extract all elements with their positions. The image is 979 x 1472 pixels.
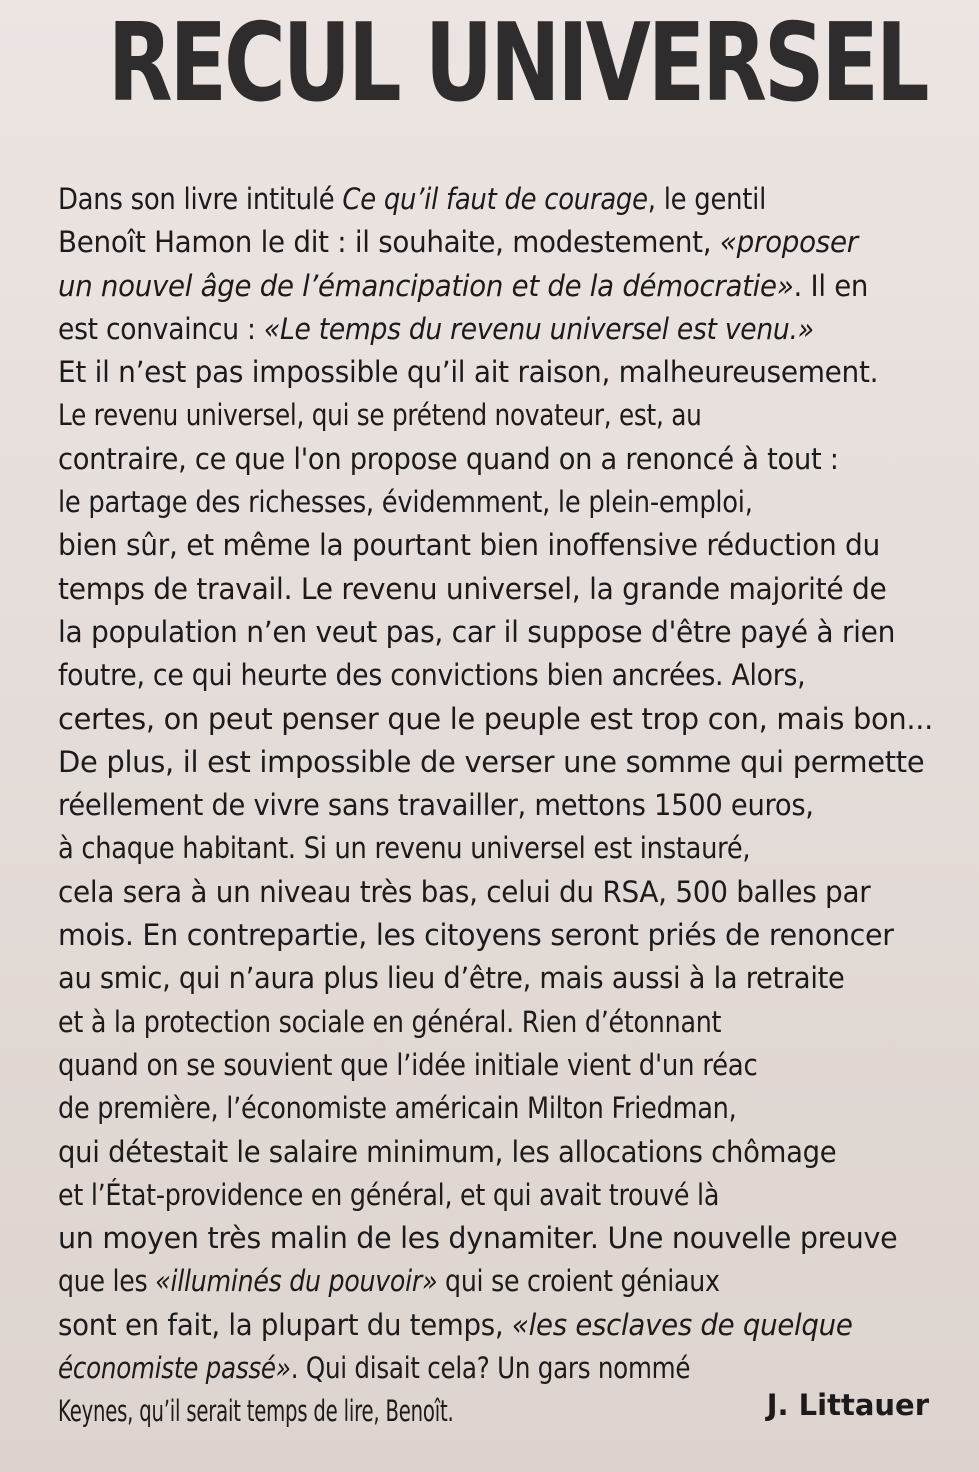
- article-line: [58, 784, 888, 827]
- article-text: quand on se souvient que l’idée initiale vient d'un réac: [58, 1047, 758, 1082]
- author-signature: J. Littauer: [766, 1388, 929, 1422]
- article-text: Et il n’est pas impossible qu’il ait raison, malheureusement.: [58, 355, 879, 390]
- article-quote: «illuminés du pouvoir»: [155, 1264, 438, 1299]
- article-text: qui détestait le salaire minimum, les allocations chômage: [58, 1134, 837, 1169]
- article-text: sont en fait, la plupart du temps,: [58, 1307, 512, 1342]
- article-text: Keynes, qu’il serait temps de lire, Benoît.: [58, 1394, 454, 1429]
- article-text: au smic, qui n’aura plus lieu d’être, mais aussi à la retraite: [58, 961, 845, 996]
- article-text: et l’État-providence en général, et qui avait trouvé là: [58, 1177, 720, 1212]
- article-text: à chaque habitant. Si un revenu universel est instauré,: [58, 831, 751, 866]
- article-text: mois. En contrepartie, les citoyens seront priés de renoncer: [58, 918, 894, 953]
- article-line: [58, 1217, 924, 1260]
- article-line: [58, 1260, 824, 1303]
- article-text: est convaincu :: [58, 311, 264, 346]
- article-text: certes, on peut penser que le peuple est trop con, mais bon...: [58, 701, 933, 736]
- article-text: Le revenu universel, qui se prétend novateur, est, au: [58, 398, 702, 433]
- article-quote: Ce qu’il faut de courage: [342, 182, 648, 216]
- article-line: [58, 957, 886, 1000]
- article-line: [58, 914, 924, 957]
- article-text: contraire, ce que l'on propose quand on a renoncé à tout :: [58, 441, 839, 476]
- article-line: [58, 611, 910, 654]
- article-text: le partage des richesses, évidemment, le plein-emploi,: [58, 485, 753, 520]
- article-line: [58, 524, 908, 567]
- article-line: [58, 308, 864, 351]
- article-text: qui se croient géniaux: [437, 1264, 720, 1299]
- article-text: bien sûr, et même la pourtant bien inoffensive réduction du: [58, 528, 881, 563]
- article-text: la population n’en veut pas, car il suppose d'être payé à rien: [58, 614, 896, 649]
- article-text: De plus, il est impossible de verser une somme qui permette: [58, 744, 925, 779]
- article-line: [58, 481, 840, 524]
- article-quote: économiste passé»: [58, 1351, 291, 1386]
- article-line: [58, 265, 896, 308]
- article-line: [58, 568, 910, 611]
- article-text: temps de travail. Le revenu universel, la grande majorité de: [58, 571, 887, 606]
- article-line: [58, 827, 838, 870]
- article-quote: un nouvel âge de l’émancipation et de la démocratie»: [58, 268, 794, 303]
- article-line: [58, 221, 900, 264]
- headline: RECUL UNIVERSEL: [107, 1, 927, 126]
- article-text: que les: [58, 1264, 156, 1299]
- article-quote: «proposer: [719, 225, 858, 260]
- article-line: [58, 1174, 828, 1217]
- article-line: [58, 351, 906, 394]
- article-text: Benoît Hamon le dit : il souhaite, modestement,: [58, 225, 720, 260]
- article-text: foutre, ce qui heurte des convictions bien ancrées. Alors,: [58, 658, 806, 693]
- article-text: un moyen très malin de les dynamiter. Une nouvelle preuve: [58, 1221, 898, 1256]
- article-quote: «Le temps du revenu universel est venu.»: [263, 311, 814, 346]
- article-text: réellement de vivre sans travailler, mettons 1500 euros,: [58, 788, 814, 823]
- article-line: [58, 1390, 654, 1433]
- article-line: [58, 1304, 896, 1347]
- article-line: [58, 871, 904, 914]
- article-line: [58, 394, 808, 437]
- article-line: [58, 654, 870, 697]
- article-text: . Qui disait cela? Un gars nommé: [290, 1351, 691, 1386]
- article-line: [58, 1001, 828, 1044]
- article-text: Dans son livre intitulé: [58, 182, 343, 216]
- article-line: [58, 741, 936, 784]
- article-text: et à la protection sociale en général. Rien d’étonnant: [58, 1004, 722, 1039]
- article-line: [58, 698, 934, 741]
- article-text: de première, l’économiste américain Milton Friedman,: [58, 1091, 737, 1126]
- article-quote: «les esclaves de quelque: [511, 1307, 853, 1342]
- article-line: [58, 1087, 834, 1130]
- article-text: . Il en: [793, 268, 869, 303]
- article-text: , le gentil: [647, 182, 767, 216]
- article-line: [58, 1347, 804, 1390]
- article-line: [58, 1044, 846, 1087]
- article-line: [58, 178, 844, 221]
- article-body: [58, 178, 938, 1434]
- article-text: cela sera à un niveau très bas, celui du RSA, 500 balles par: [58, 874, 871, 909]
- article-line: [58, 438, 886, 481]
- article-line: [58, 1131, 892, 1174]
